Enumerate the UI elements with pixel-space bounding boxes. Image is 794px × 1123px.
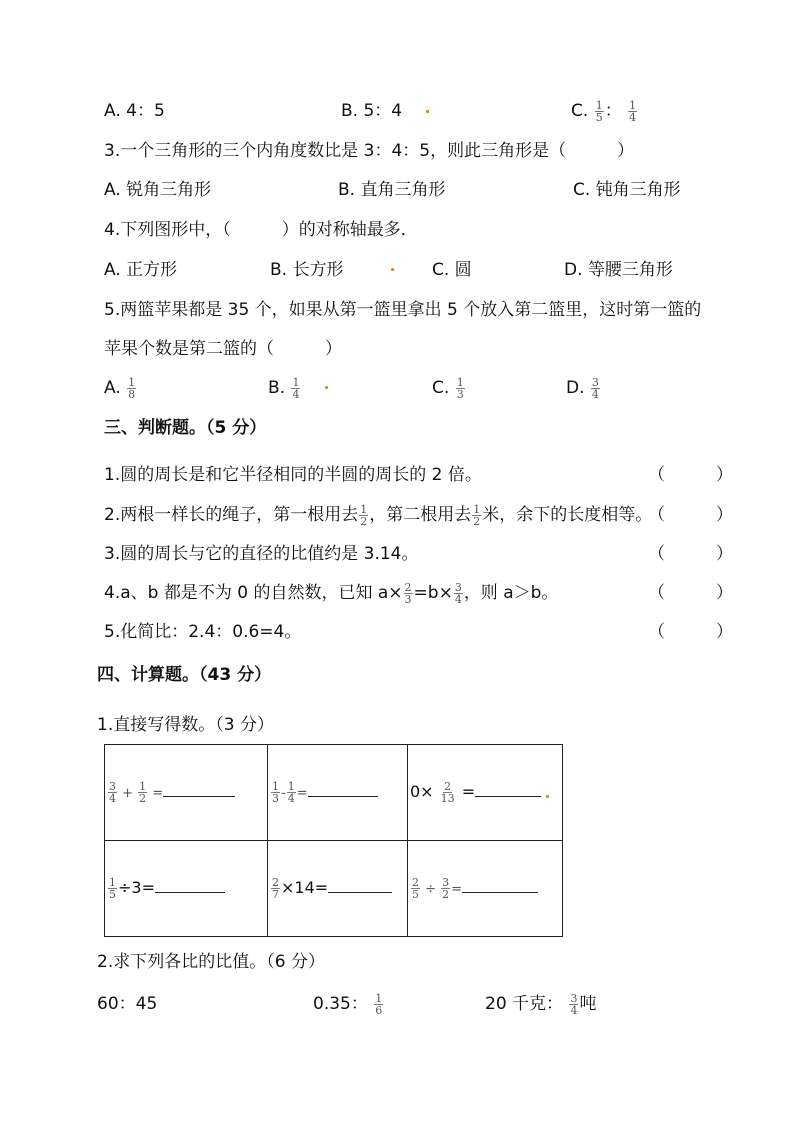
stray-dot: [426, 110, 429, 113]
q3-option-b: B. 直角三角形: [338, 180, 446, 200]
q5-option-c: C. $\frac{1}{3}$: [432, 375, 464, 401]
q3-option-c: C. 钝角三角形: [573, 180, 681, 200]
section3-title: 三、判断题。（5 分）: [104, 418, 267, 438]
judge-paren-5: （ ）: [648, 622, 733, 642]
ratio-1: 60：45: [97, 994, 158, 1014]
judge-paren-1: （ ）: [648, 465, 733, 485]
q5-option-a: A. $\frac{1}{8}$: [104, 375, 136, 401]
calc-cell-3: 0× $\frac{2}{13}$ =: [408, 745, 563, 841]
judge-item-3: 3.圆的周长与它的直径的比值约是 3.14。: [104, 544, 419, 564]
stray-dot: [325, 386, 328, 389]
q5-stem-line1: 5.两篮苹果都是 35 个，如果从第一篮里拿出 5 个放入第二篮里，这时第一篮的: [104, 300, 702, 320]
calc-cell-4: $\frac{1}{5}$ ÷3=: [105, 841, 268, 937]
calc-q2-title: 2.求下列各比的比值。（6 分）: [97, 952, 325, 972]
calc-grid: [104, 744, 563, 937]
calc-cell-6: $\frac{2}{5}$ ÷ $\frac{3}{2}$ =: [408, 841, 563, 937]
judge-paren-3: （ ）: [648, 544, 733, 564]
judge-item-1: 1.圆的周长是和它半径相同的半圆的周长的 2 倍。: [104, 465, 482, 485]
q5-option-b: B. $\frac{1}{4}$: [268, 375, 300, 401]
judge-paren-4: （ ）: [648, 583, 733, 603]
q5-stem-line2: 苹果个数是第二篮的（ ）: [104, 339, 342, 359]
q4-option-c: C. 圆: [432, 260, 472, 280]
judge-paren-2: （ ）: [648, 505, 733, 525]
judge-item-4: 4.a、b 都是不为 0 的自然数，已知 a× $\frac{2}{3}$ =b× $\frac{3}{4}$ ，则 a＞b。: [104, 580, 559, 606]
q2-option-a: A. 4：5: [104, 101, 165, 121]
ratio-2: 0.35： $\frac{1}{6}$: [313, 991, 383, 1017]
judge-item-2: 2.两根一样长的绳子，第一根用去 $\frac{1}{2}$ ，第二根用去 $\frac{1}{2}$ 米，余下的长度相等。: [104, 502, 653, 528]
calc-cell-5: $\frac{2}{7}$ ×14=: [268, 841, 408, 937]
ratio-3: 20 千克： $\frac{3}{4}$ 吨: [485, 991, 597, 1017]
stray-dot: [546, 795, 549, 798]
stray-dot: [391, 268, 394, 271]
calc-q1-title: 1.直接写得数。（3 分）: [97, 715, 274, 735]
q5-option-d: D. $\frac{3}{4}$: [566, 375, 599, 401]
judge-item-5: 5.化简比：2.4：0.6=4。: [104, 622, 302, 642]
section4-title: 四、计算题。（43 分）: [97, 665, 272, 685]
calc-cell-1: $\frac{3}{4}$ + $\frac{1}{2}$ =: [105, 745, 268, 841]
q4-option-a: A. 正方形: [104, 260, 178, 280]
q2-option-b: B. 5：4: [341, 101, 403, 121]
q4-option-b: B. 长方形: [270, 260, 344, 280]
q4-stem: 4.下列图形中，（ ）的对称轴最多．: [104, 220, 418, 240]
q4-option-d: D. 等腰三角形: [564, 260, 673, 280]
q3-option-a: A. 锐角三角形: [104, 180, 212, 200]
q2-option-c: C. $\frac{1}{5}$ ： $\frac{1}{4}$: [571, 98, 637, 124]
q3-stem: 3.一个三角形的三个内角度数比是 3：4：5，则此三角形是（ ）: [104, 141, 635, 161]
calc-cell-2: $\frac{1}{3}$ - $\frac{1}{4}$ =: [268, 745, 408, 841]
